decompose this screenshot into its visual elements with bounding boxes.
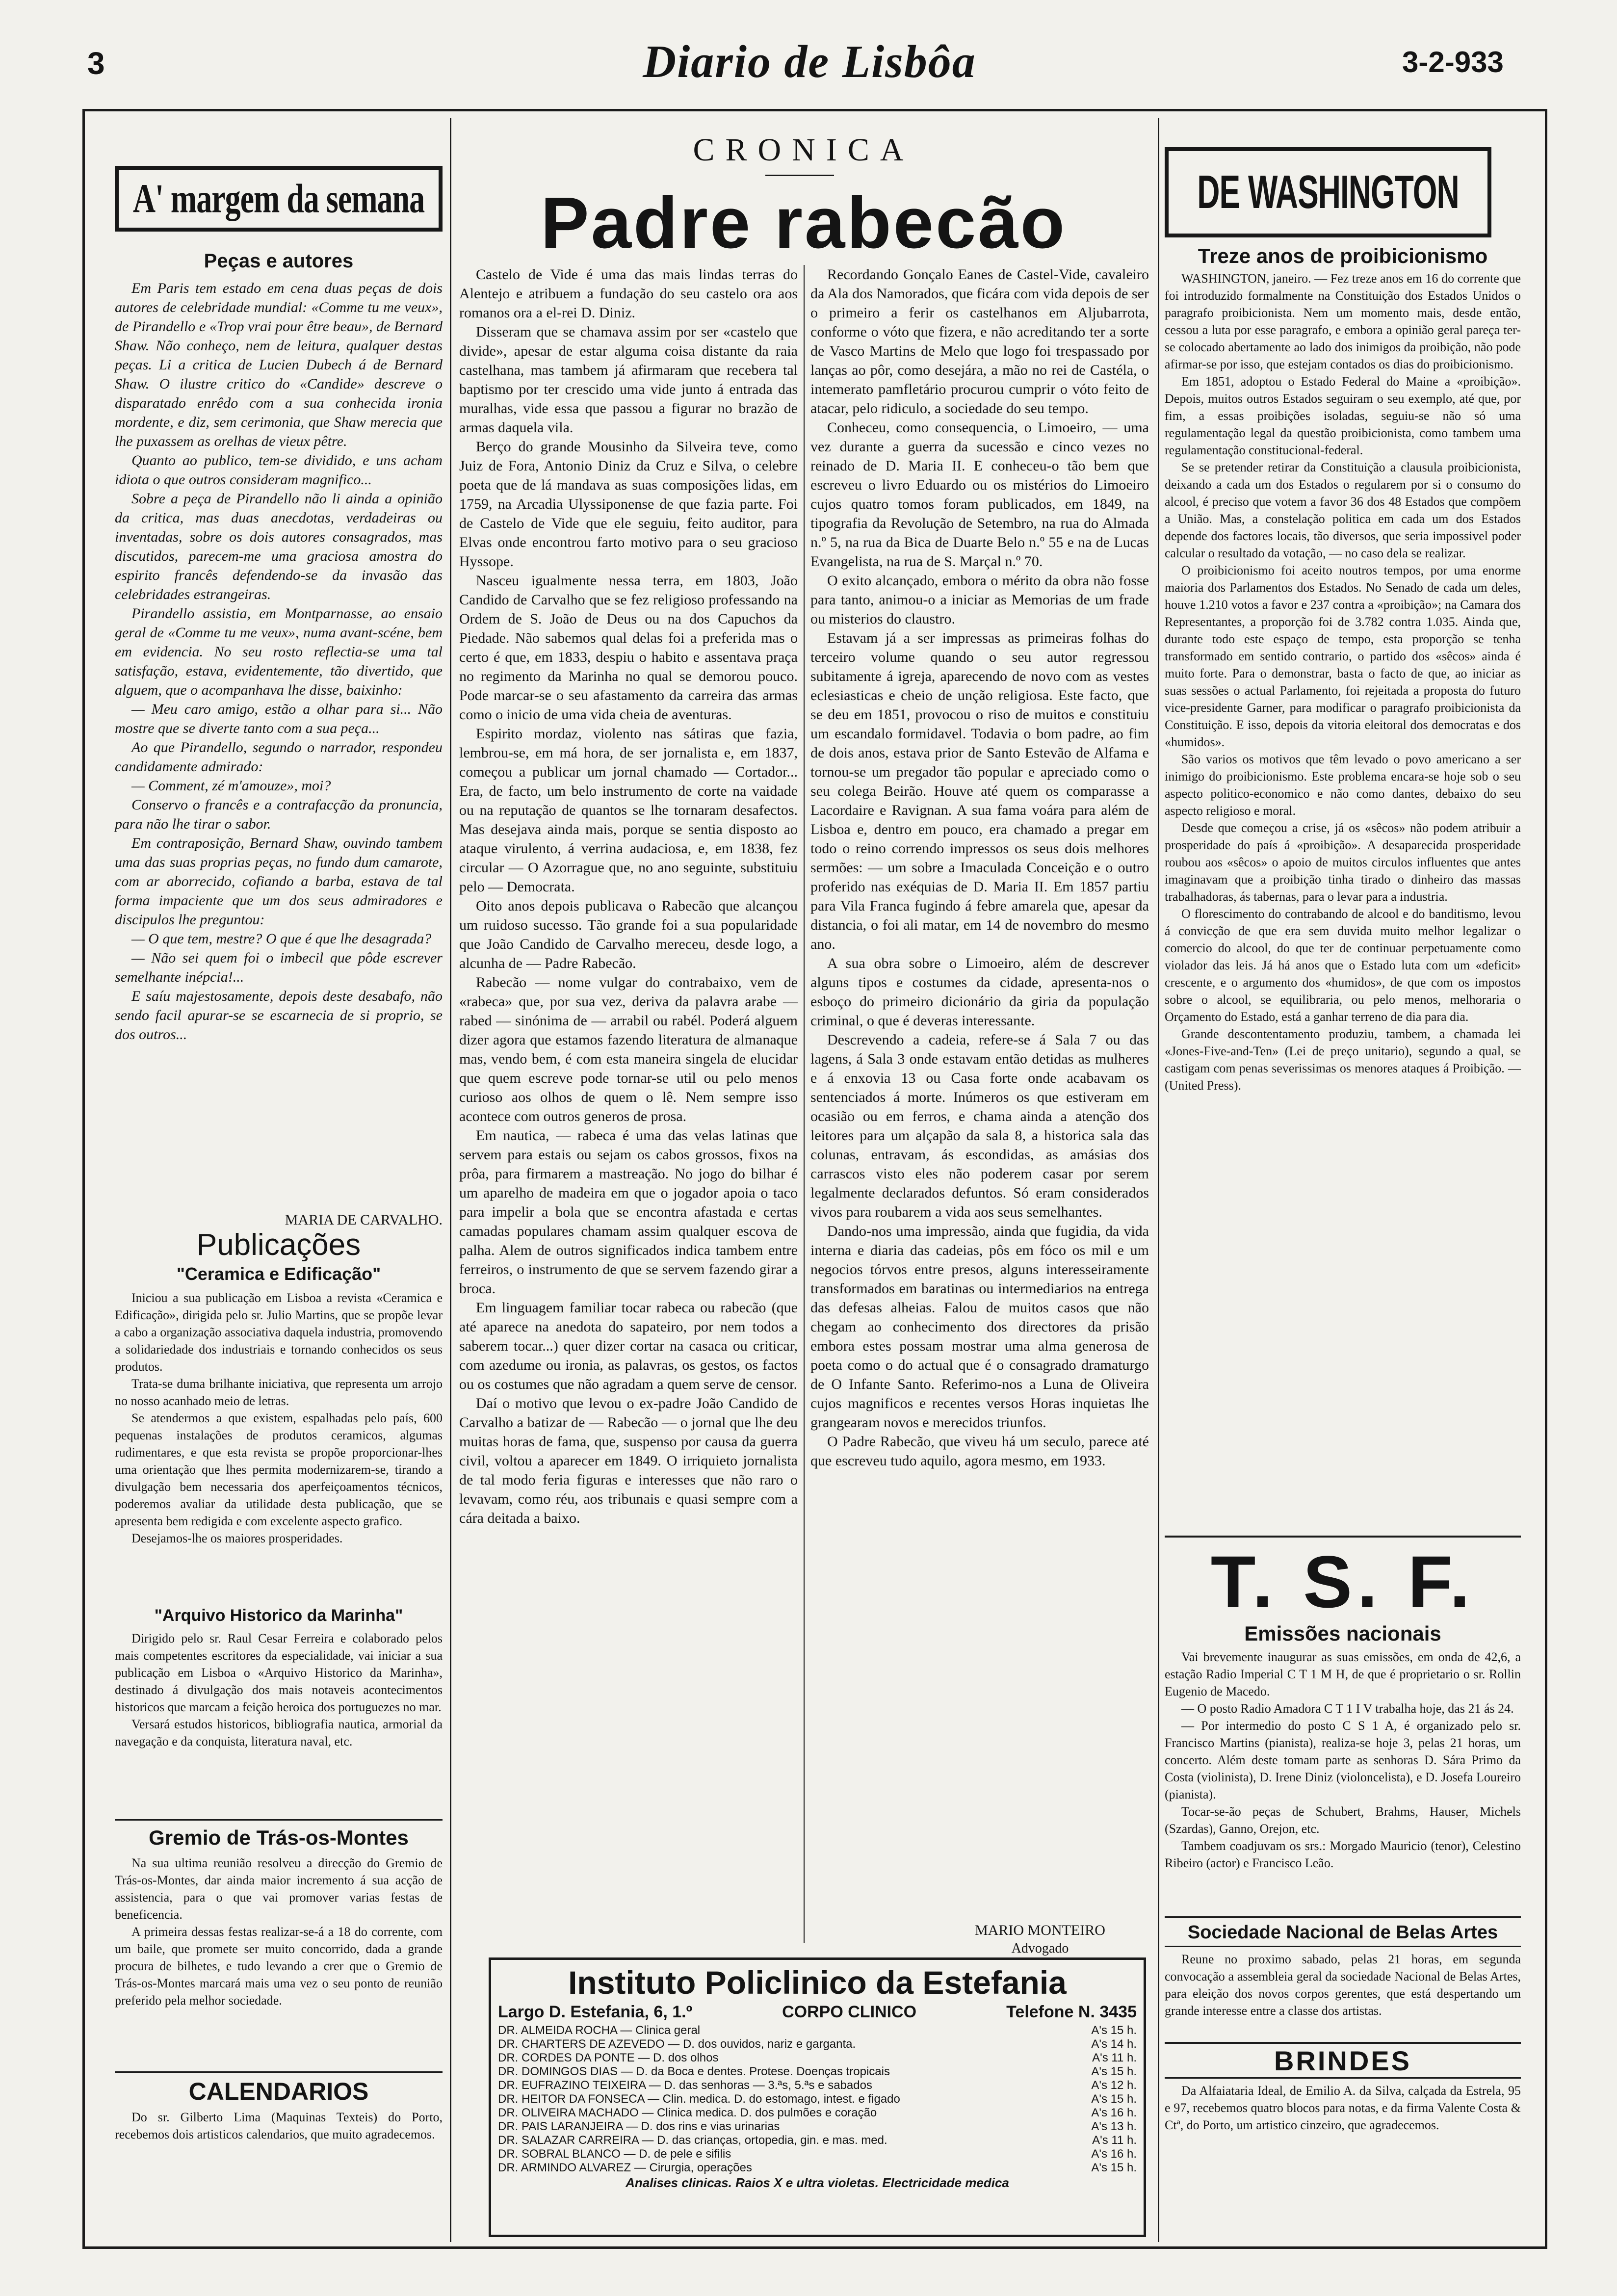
clinic-doctor-row	[498, 2134, 1137, 2147]
paragraph: — Não sei quem foi o imbecil que pôde escrever semelhante inépcia!...	[115, 950, 443, 985]
doctor-hour: A's 11 h.	[1092, 2134, 1137, 2147]
heading-publicacoes: Publicações	[196, 1228, 361, 1262]
paragraph: Em 1851, adoptou o Estado Federal do Maine a «proibição». Depois, muitos outros Estados seguiram o seu exemplo, até que, por fim, a essas proibições isoladas, seguiu-se não só uma regulamentação legal da questão proibicionista, como tambem uma regulamentação constitucional-federal.	[1165, 374, 1521, 457]
paragraph: Estavam já a ser impressas as primeiras folhas do terceiro volume quando o seu autor regressou subitamente á igreja, aparecendo de novo com as vestes eclesiasticas e cheio de unção religiosa. Este facto, que se deu em 1851, provocou o riso de muitos e constituiu um escandalo formidavel. Todavia o bom padre, ao fim de dois anos, estava prior de Santo Estevão de Alfama e tornou-se um pregador tão popular e apreciado como o seu colega Beirão. Houve até quem os comparasse a Lacordaire e Ravignan. A sua fama voára para além de Lisboa e, dentro em pouco, era chamado a pregar em todo o reino correndo impressos os seus dois melhores sermões: — um sobre a Imaculada Conceição e o outro proferido nas exéquias de D. Maria II. Em 1857 partiu para Vila Franca fugindo á febre amarela que, apesar da distancia, o foi ali matar, em 14 de novembro do mesmo ano.	[810, 630, 1149, 952]
paragraph: Em contraposição, Bernard Shaw, ouvindo tambem uma das suas proprias peças, no fundo dum camarote, com ar aborrecido, cofiando a barba, estava de tal forma impaciente que um dos seus admiradores e discipulos lhe preguntou:	[115, 835, 443, 928]
clinic-doctor-row	[498, 2092, 1137, 2106]
section-header-text: A' margem da semana	[132, 176, 425, 221]
divider	[765, 175, 834, 176]
paragraph: A primeira dessas festas realizar-se-á a 18 do corrente, com um baile, que promete ser muito concorrido, dada a grande procura de bilhetes, e tudo levando a crer que o Gremio de Trás-os-Montes marcará mais uma vez o seu ponto de reunião preferido pela melhor sociedade.	[115, 1925, 443, 2008]
paragraph: Da Alfaiataria Ideal, de Emilio A. da Silva, calçada da Estrela, 95 e 97, recebemos quatro blocos para notas, e da firma Valente Costa & Ctª, do Porto, um artistico cinzeiro, que agradecemos.	[1165, 2084, 1521, 2132]
paragraph: — Por intermedio do posto C S 1 A, é organizado pelo sr. Francisco Martins (pianista), realiza-se hoje 3, pelas 21 horas, um concerto. Além deste tomam parte as senhoras D. Sára Primo da Costa (violinista), D. Irene Diniz (violoncelista), e D. Josefa Loureiro (pianista).	[1165, 1719, 1521, 1801]
clinic-doctor-row	[498, 2037, 1137, 2051]
paragraph: Trata-se duma brilhante iniciativa, que representa um arrojo no nosso acanhado meio de letras.	[115, 1377, 443, 1408]
doctor-hour: A's 14 h.	[1091, 2037, 1137, 2051]
paragraph: Nasceu igualmente nessa terra, em 1803, João Candido de Carvalho que se fez religioso professando na Ordem de S. João de Deus ou na dos Capuchos da Piedade. Não sabemos qual delas foi a preferida mas o certo é que, em 1833, despiu o habito e assentava praça no regimento da Marinha no qual se demorou pouco. Pode marcar-se o seu afastamento da carreira das armas como o inicio de uma vida cheia de aventuras.	[459, 573, 798, 723]
article-margem-body	[115, 279, 443, 1044]
section-header-washington	[1165, 147, 1491, 237]
paragraph: Descrevendo a cadeia, refere-se á Sala 7 ou das lagens, á Sala 3 onde estavam então detidas as mulheres e á enxovia 13 ou Casa forte onde acabavam os sentenciados á morte. Inúmeros os que estiveram em ocasião ou em ferros, e chama ainda a atenção dos leitores para um alçapão da sala 8, a historica sala das colunas, entravam, ás escondidas, as amásias dos carrascos visto eles não poderem casar por serem legalmente declarados defuntos. Só eram considerados vivos para roubarem a vida aos seus semelhantes.	[810, 1032, 1149, 1220]
paragraph: Dando-nos uma impressão, ainda que fugidia, da vida interna e diaria das cadeias, pôs em fóco os mil e um negocios tórvos entre presos, alguns interesseiramente transformados em baratinas ou intermediarios na entrega das defesas alheias. Falou de muitos casos que não chegam ao conhecimento dos directores da prisão embora estes possam mostrar uma alma generosa de poeta como o do actual que é o consagrado dramaturgo de O Infante Santo. Referimo-nos a Luna de Oliveira cujos magnificos e recentes versos Horas inquietas lhe grangearam novos e merecidos triunfos.	[810, 1223, 1149, 1431]
byline-maria: MARIA DE CARVALHO.	[285, 1212, 443, 1228]
paragraph: Em nautica, — rabeca é uma das velas latinas que servem para estais ou sejam os cabos grossos, fixos na prôa, para firmarem a mastreação. No jogo do bilhar é um aparelho de madeira em que o jogador apoia o taco para impelir a bola que se encontra afastada e certas camadas populares chamam assim qualquer escova de palha. Alem de outros significados indica tambem entre ferreiros, o instrumento de que se servem fazendo girar a broca.	[459, 1127, 798, 1297]
paragraph: — Comment, zé m'amouze», moi?	[131, 778, 331, 794]
clinic-address: Largo D. Estefania, 6, 1.º	[498, 2003, 692, 2021]
article-arquivo-body	[115, 1630, 443, 1750]
divider	[115, 1819, 443, 1821]
paragraph: Grande descontentamento produziu, tambem, a chamada lei «Jones-Five-and-Ten» (Lei de preço unitario), segundo a qual, se castigam com penas severissimas os menores ataques á Proibição. — (United Press).	[1165, 1027, 1521, 1093]
column-rule	[450, 118, 451, 2242]
kicker-cronica: CRONICA	[693, 132, 914, 168]
heading-belas-artes: Sociedade Nacional de Belas Artes	[1187, 1922, 1498, 1943]
doctor-name: DR. EUFRAZINO TEIXEIRA — D. das senhoras — 3.ªs, 5.ªs e sabados	[498, 2079, 872, 2092]
clinic-advertisement	[489, 1957, 1146, 2237]
paragraph: Ao que Pirandello, segundo o narrador, respondeu candidamente admirado:	[115, 739, 443, 775]
doctor-hour: A's 11 h.	[1092, 2051, 1137, 2064]
article-washington-body	[1165, 270, 1521, 1094]
paragraph: Disseram que se chamava assim por ser «castelo que divide», apesar de estar alguma coisa distante da raia castelhana, mas tambem já afirmaram que recebera tal baptismo por ter crescido uma vide junto á entrada das muralhas, vide essa que passou a figurar no brazão de armas daquela vila.	[459, 324, 798, 436]
doctor-name: DR. SALAZAR CARREIRA — D. das crianças, ortopedia, gin. e mas. med.	[498, 2134, 887, 2147]
doctor-hour: A's 16 h.	[1091, 2147, 1137, 2161]
paragraph: São varios os motivos que têm levado o povo americano a ser inimigo do proibicionismo. Este problema encara-se hoje sob o seu aspecto politico-economico e não como dantes, debaixo do seu aspecto religioso e moral.	[1165, 752, 1521, 818]
paragraph: O Padre Rabecão, que viveu há um seculo, parece até que escreveu tudo aquilo, agora mesmo, em 1933.	[810, 1434, 1149, 1469]
article-calendarios-body	[115, 2109, 443, 2143]
article-gremio-body	[115, 1854, 443, 2009]
divider	[1165, 1536, 1521, 1538]
clinic-doctor-row	[498, 2147, 1137, 2161]
clinic-doctor-list	[498, 2024, 1137, 2175]
headline-proibicionismo: Treze anos de proibicionismo	[1198, 244, 1488, 267]
article-belas-artes-body	[1165, 1951, 1521, 2019]
heading-brindes: BRINDES	[1274, 2045, 1412, 2076]
divider	[115, 2071, 443, 2073]
paragraph: Iniciou a sua publicação em Lisboa a revista «Ceramica e Edificação», dirigida pelo sr. Julio Martins, que se propõe levar a cabo a organização associativa daquela industria, promovendo a solidariedade dos industriais e tornando conhecidos os seus produtos.	[115, 1291, 443, 1374]
paragraph: — O posto Radio Amadora C T 1 I V trabalha hoje, das 21 ás 24.	[1181, 1701, 1514, 1716]
section-header-text: DE WASHINGTON	[1197, 165, 1459, 218]
subheading-ceramica: "Ceramica e Edificação"	[176, 1264, 381, 1284]
article-tsf-body	[1165, 1648, 1521, 1872]
paragraph: Dirigido pelo sr. Raul Cesar Ferreira e colaborado pelos mais competentes escritores da especialidade, vai iniciar a sua publicação em Lisboa o «Arquivo Historico da Marinha», destinado á divulgação dos mais notaveis acontecimentos historicos que marcam a feição heroica dos portuguezes no mar.	[115, 1631, 443, 1714]
paragraph: Oito anos depois publicava o Rabecão que alcançou um ruidoso sucesso. Tão grande foi a sua popularidade que João Candido de Carvalho mereceu, desde logo, a alcunha de — Padre Rabecão.	[459, 898, 798, 971]
doctor-name: DR. OLIVEIRA MACHADO — Clinica medica. D. dos pulmões e coração	[498, 2106, 877, 2119]
paragraph: Rabecão — nome vulgar do contrabaixo, vem de «rabeca» que, por sua vez, deriva da palavra arabe — rabed — sinónima de — arrabil ou rabél. Poderá alguem dizer agora que estamos fazendo literatura de almanaque mas, vendo bem, é com esta maneira singela de elucidar que quem escreve pode tornar-se util ou pelo menos curioso aos olhos de quem o lê. Nem sempre isso acontece com outros generos de prosa.	[459, 974, 798, 1124]
paragraph: Desejamos-lhe os maiores prosperidades.	[131, 1531, 343, 1545]
doctor-hour: A's 15 h.	[1091, 2161, 1137, 2174]
clinic-corpo: CORPO CLINICO	[782, 2003, 917, 2021]
paragraph: Tocar-se-ão peças de Schubert, Brahms, Hauser, Michels (Szardas), Ganno, Orejon, etc.	[1165, 1804, 1521, 1836]
article-brindes-body	[1165, 2082, 1521, 2134]
byline-role: Advogado	[1011, 1941, 1069, 1956]
paragraph: Desde que começou a crise, já os «sêcos» não podem atribuir a prosperidade do país á «proibição». A desaparecida prosperidade roubou aos «sêcos» o apoio de muitos circulos influentes que antes imaginavam que a proibição tinha tirado o dinheiro das massas trabalhadoras, ás tabernas, para o levar para a industria.	[1165, 821, 1521, 904]
paragraph: Recordando Gonçalo Eanes de Castel-Vide, cavaleiro da Ala dos Namorados, que ficára com vida depois de ser o primeiro a ferir os castelhanos em Aljubarrota, conforme o vóto que fizera, e não acreditando ter a sorte de Vasco Martins de Melo que logo foi trespassado por lanças ao pôr, como desejára, a mão no rei de Castéla, o intemerato pamfletário procurou cumprir o vóto feito de atacar, pelo ridiculo, a sociedade do seu tempo.	[810, 266, 1149, 417]
paragraph: O exito alcançado, embora o mérito da obra não fosse para tanto, animou-o a iniciar as Memorias de um frade ou misterios do claustro.	[810, 573, 1149, 627]
doctor-name: DR. CORDES DA PONTE — D. dos olhos	[498, 2051, 719, 2064]
paragraph: Vai brevemente inaugurar as suas emissões, em onda de 42,6, a estação Radio Imperial C T 1 M H, de que é proprietario o sr. Rollin Eugenio de Macedo.	[1165, 1650, 1521, 1698]
paragraph: Quanto ao publico, tem-se dividido, e uns acham idiota o que outros consideram magnifico...	[115, 452, 443, 488]
article-publicacoes-body	[115, 1289, 443, 1547]
paragraph: O proibicionismo foi aceito noutros tempos, por uma enorme maioria dos Parlamentos dos Estados. No Senado de cada um deles, houve 1.210 votos a favor e 237 contra a «proibição»; na Camara dos Representantes, a proporção foi de 3.782 contra 1.035. Ainda que, durante todo este espaço de tempo, esta proporção se tenha transformado em sentido contrario, o partido dos «sêcos» ainda é muito forte. Para o demonstrar, basta o facto de que, ao iniciar as suas sessões o actual Parlamento, foi rejeitada a proposta do futuro vice-presidente Garner, para modificar o paragrafo proibicionista da Constituição. E isso, depois da vitoria eleitoral dos democratas e dos «humidos».	[1165, 563, 1521, 749]
section-header-margem	[115, 166, 443, 232]
clinic-phone: Telefone N. 3435	[1006, 2003, 1137, 2021]
doctor-name: DR. ARMINDO ALVAREZ — Cirurgia, operações	[498, 2161, 752, 2174]
paragraph: Tambem coadjuvam os srs.: Morgado Mauricio (tenor), Celestino Ribeiro (actor) e Francisco Leão.	[1165, 1839, 1521, 1870]
paragraph: Reune no proximo sabado, pelas 21 horas, em segunda convocação a assembleia geral da sociedade Nacional de Belas Artes, para eleição dos novos corpos gerentes, que está despertando um grande interesse entre a classe dos artistas.	[1165, 1952, 1521, 2018]
doctor-hour: A's 12 h.	[1091, 2079, 1137, 2092]
column-rule	[1158, 118, 1159, 2242]
subheading-pecas: Peças e autores	[204, 250, 354, 272]
divider	[1165, 1946, 1521, 1947]
clinic-doctor-row	[498, 2161, 1137, 2175]
clinic-doctor-row	[498, 2051, 1137, 2065]
clinic-address-row	[498, 2001, 1137, 2023]
paragraph: Se se pretender retirar da Constituição a clausula proibicionista, deixando a cada um dos Estados o regularem por si o consumo do alcool, é preciso que votem a favor 36 dos 48 Estados que compõem a União. Mas, a constelação politica em cada um dos Estados depende dos factores locais, tão diversos, que seria impossivel poder calcular o resultado da votação, — no caso dela se realizar.	[1165, 460, 1521, 560]
paragraph: Se atendermos a que existem, espalhadas pelo país, 600 pequenas instalações de produtos ceramicos, algumas rudimentares, e que esta revista se propõe proporcionar-lhes uma orientação que lhes permita modernizarem-se, tirando a divulgação bem necessaria dos aperfeiçoamentos técnicos, poderemos avaliar da utilidade desta publicação, que se apresenta bem redigida e com excelente aspecto grafico.	[115, 1411, 443, 1528]
divider	[1165, 2077, 1521, 2079]
subheading-emissoes: Emissões nacionais	[1244, 1622, 1441, 1645]
paragraph: Versará estudos historicos, bibliografia nautica, armorial da navegação e da conquista, literatura naval, etc.	[115, 1717, 443, 1748]
paragraph: Pirandello assistia, em Montparnasse, ao ensaio geral de «Comme tu me veux», numa avant-scéne, bem em evidencia. No seu rosto reflectia-se uma tal satisfação, estava, evidentemente, tão divertido, que alguem, que o acompanhava lhe disse, baixinho:	[115, 605, 443, 698]
paragraph: — Meu caro amigo, estão a olhar para si... Não mostre que se diverte tanto com a sua peça...	[115, 701, 443, 736]
doctor-name: DR. DOMINGOS DIAS — D. da Boca e dentes. Protese. Doenças tropicais	[498, 2065, 890, 2078]
clinic-doctor-row	[498, 2024, 1137, 2037]
paragraph: O florescimento do contrabando de alcool e do banditismo, levou á convicção de que era sem duvida muito melhor legalizar o comercio do alcool, do que ter de continuar perpetuamente como violador das leis. Já há anos que o Estado luta com um «deficit» crescente, e o argumento dos «humidos», de que com os impostos sobre o alcool, se equilibraria, ou pelo menos, melhoraria o Orçamento do Estado, está a ganhar terreno de dia para dia.	[1165, 907, 1521, 1024]
cronica-column-b	[810, 265, 1149, 1470]
masthead: Diario de Lisbôa	[643, 36, 976, 87]
clinic-doctor-row	[498, 2120, 1137, 2134]
doctor-name: DR. HEITOR DA FONSECA — Clin. medica. D. do estomago, intest. e figado	[498, 2092, 900, 2106]
paragraph: Do sr. Gilberto Lima (Maquinas Texteis) do Porto, recebemos dois artisticos calendarios, que muito agradecemos.	[115, 2110, 443, 2141]
doctor-name: DR. CHARTERS DE AZEVEDO — D. dos ouvidos, nariz e garganta.	[498, 2037, 856, 2051]
clinic-footer: Analises clinicas. Raios X e ultra violetas. Electricidade medica	[626, 2175, 1009, 2190]
paragraph: Conheceu, como consequencia, o Limoeiro, — uma vez durante a guerra da sucessão e cinco vezes no reinado de D. Maria II. E conheceu-o tão bem que escreveu o livro Eduardo ou os mistérios do Limoeiro cujos quatro tomos foram publicados, em 1849, na tipografia da Revolução de Setembro, na rua do Almada n.º 5, na rua da Bica de Duarte Belo n.º 55 e na de Lucas Evangelista, na rua de S. Marçal n.º 70.	[810, 419, 1149, 570]
heading-tsf: T. S. F.	[1210, 1540, 1475, 1623]
paragraph: Em linguagem familiar tocar rabeca ou rabecão (que até aparece na anedota do sapateiro, por nem todos a saberem tocar...) quer dizer cortar na casaca ou criticar, com azedume ou ironia, as palavras, os gestos, os factos ou os costumes que não agradam a quem serve de censor.	[459, 1300, 798, 1392]
heading-calendarios: CALENDARIOS	[188, 2078, 369, 2105]
paragraph: E saíu majestosamente, depois deste desabafo, não sendo facil apurar-se se escarnecia de si proprio, se dos outros...	[115, 988, 443, 1043]
issue-date: 3-2-933	[1402, 46, 1504, 78]
column-rule	[804, 265, 805, 1943]
paragraph: Berço do grande Mousinho da Silveira teve, como Juiz de Fora, Antonio Diniz da Cruz e Silva, o celebre poeta que de lá mandava as suas composições lidas, em 1759, na Arcadia Ulyssiponense de que fazia parte. Foi de Castelo de Vide que ele seguiu, feito auditor, para Elvas onde encontrou farto motivo para o seu gracioso Hyssope.	[459, 439, 798, 570]
paragraph: — O que tem, mestre? O que é que lhe desagrada?	[131, 931, 432, 947]
clinic-doctor-row	[498, 2065, 1137, 2079]
doctor-name: DR. PAIS LARANJEIRA — D. dos rins e vias urinarias	[498, 2120, 780, 2133]
paragraph: WASHINGTON, janeiro. — Fez treze anos em 16 do corrente que foi introduzido formalmente na Constituição dos Estados Unidos o paragrafo proibicionista. Nem um momento mais, desde então, cessou a luta por esse paragrafo, e embora a opinião geral pareça ter-se colocado abertamente ao lado dos inimigos da proibição, não pode afirmar-se por isso, que estejam contados os dias do proibicionismo.	[1165, 271, 1521, 371]
clinic-doctor-row	[498, 2106, 1137, 2120]
doctor-hour: A's 16 h.	[1091, 2106, 1137, 2119]
divider	[1165, 2042, 1521, 2044]
paragraph: Conservo o francês e a contrafacção da pronuncia, para não lhe tirar o sabor.	[115, 797, 443, 832]
paragraph: Sobre a peça de Pirandello não li ainda a opinião da critica, mas duas anecdotas, verdadeiras ou inventadas, sobre os dois autores consagrados, mas discutidos, parecem-me uma graciosa amostra do espirito francês defendendo-se da invasão das celebridades estrangeiras.	[115, 491, 443, 602]
cronica-column-a	[459, 265, 798, 1528]
doctor-hour: A's 15 h.	[1091, 2024, 1137, 2037]
byline-mario: MARIO MONTEIRO	[975, 1922, 1105, 1938]
doctor-name: DR. SOBRAL BLANCO — D. de pele e sifilis	[498, 2147, 731, 2161]
subheading-arquivo: "Arquivo Historico da Marinha"	[154, 1606, 403, 1625]
divider	[1165, 1916, 1521, 1918]
headline-padre-rabecao: Padre rabecão	[540, 183, 1067, 263]
doctor-hour: A's 15 h.	[1091, 2065, 1137, 2078]
paragraph: Espirito mordaz, violento nas sátiras que fazia, lembrou-se, em má hora, de ser jornalista e, em 1837, começou a publicar um jornal chamado — Cortador... Era, de facto, um belo instrumento de corte na vaidade ou na reputação de quantos se lhe tornaram desafectos. Mas desejava ainda mais, porque se sentia disposto ao ataque virulento, á verrina audaciosa, e, em 1838, fez circular — O Azorrague que, no ano seguinte, substituiu pelo — Democrata.	[459, 726, 798, 895]
clinic-doctor-row	[498, 2079, 1137, 2092]
paragraph: Na sua ultima reunião resolveu a direcção do Gremio de Trás-os-Montes, dar ainda maior incremento á sua acção de assistencia, para o que vai promover varias festas de beneficencia.	[115, 1856, 443, 1922]
page-number: 3	[87, 46, 105, 81]
paragraph: Em Paris tem estado em cena duas peças de dois autores de celebridade mundial: «Comme tu me veux», de Pirandello e «Trop vrai pour être beau», de Bernard Shaw. Não conheço, nem de leitura, qualquer destas peças. Li a critica de Lucien Dubech á de Bernard Shaw. O ilustre critico do «Candide» descreve o disparatado enrêdo com a sua conhecida ironia mordente, e diz, sem cerimonia, que Shaw merecia que lhe puxassem as orelhas de vieux pêtre.	[115, 280, 443, 449]
paragraph: Daí o motivo que levou o ex-padre João Candido de Carvalho a batizar de — Rabecão — o jornal que lhe deu muitas horas de fama, que, suspenso por causa da guerra civil, voltou a aparecer em 1849. O irriquieto jornalista de tal modo feria figuras e interesses que não raro o levavam, como réu, aos tribunais e quasi sempre com a cára deitada a baixo.	[459, 1395, 798, 1526]
doctor-name: DR. ALMEIDA ROCHA — Clinica geral	[498, 2024, 701, 2037]
paragraph: Castelo de Vide é uma das mais lindas terras do Alentejo e atribuem a fundação do seu castelo ora aos romanos ora a el-rei D. Diniz.	[459, 266, 798, 321]
doctor-hour: A's 13 h.	[1091, 2120, 1137, 2133]
heading-gremio: Gremio de Trás-os-Montes	[149, 1826, 409, 1849]
paragraph: A sua obra sobre o Limoeiro, além de descrever alguns tipos e costumes da cidade, apresenta-nos o esboço do primeiro dicionário da giria da população criminal, o que é deveras interessante.	[810, 955, 1149, 1029]
doctor-hour: A's 15 h.	[1091, 2092, 1137, 2106]
clinic-title: Instituto Policlinico da Estefania	[568, 1964, 1067, 2001]
